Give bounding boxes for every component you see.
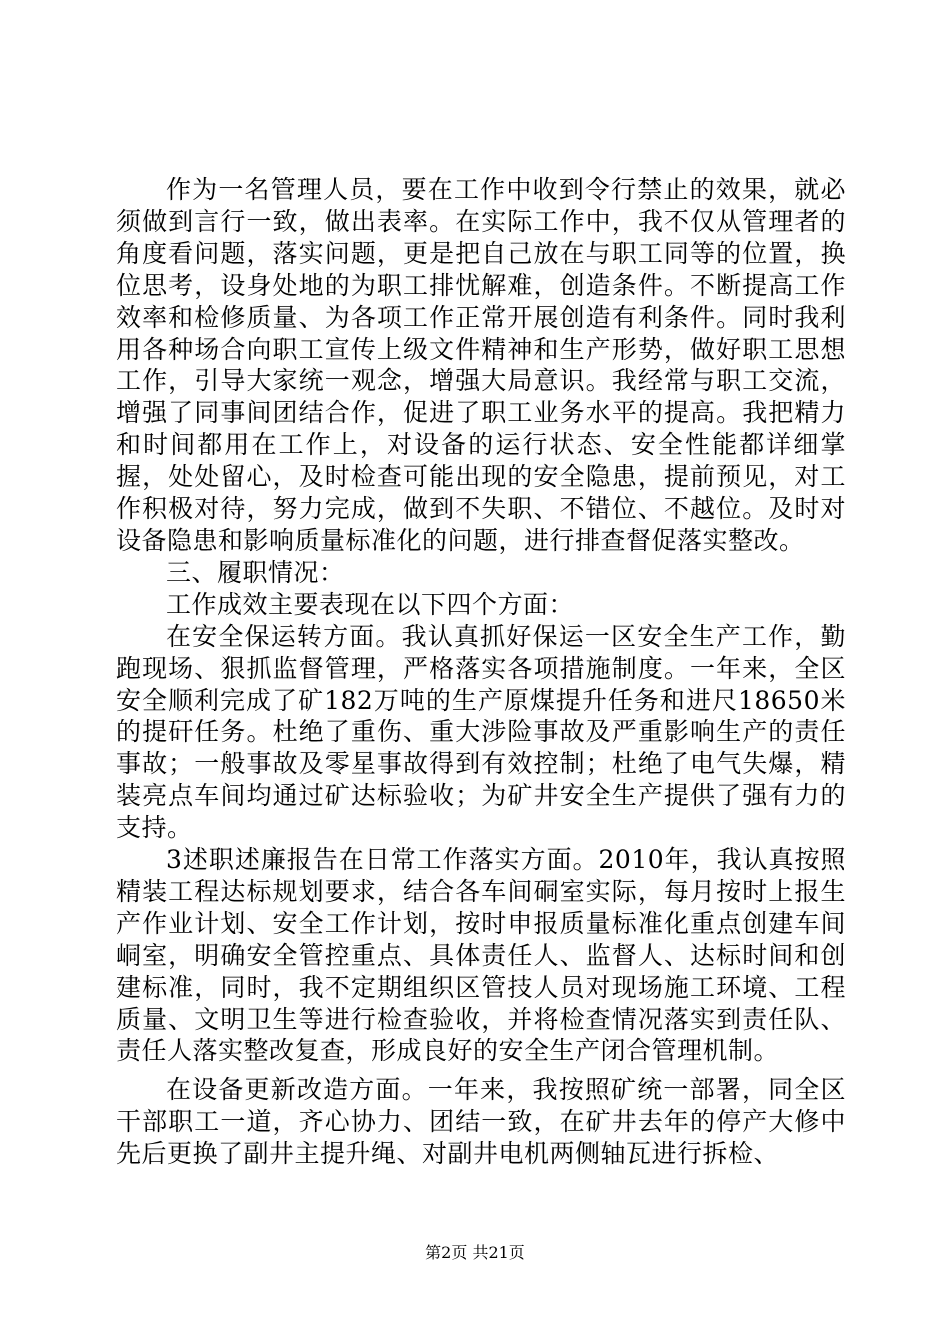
paragraph-intro-results: 工作成效主要表现在以下四个方面： xyxy=(166,589,575,619)
paragraph-conduct: 作为一名管理人员，要在工作中收到令行禁止的效果，就必须做到言行一致，做出表率。在实际工作中，我不仅从管理者的角度看问题，落实问题，更是把自己放在与职工同等的位置，换位思考，设身处地的为职工排忧解难，创造条件。不断提高工作效率和检修质量、为各项工作正常开展创造有利条件。同时我利用各种场合向职工宣传上级文件精神和生产形势，做好职工思想工作，引导大家统一观念，增强大局意识。我经常与职工交流，增强了同事间团结合作，促进了职工业务水平的提高。我把精力和时间都用在工作上，对设备的运行状态、安全性能都详细掌握，处处留心，及时检查可能出现的安全隐患，提前预见，对工作积极对待，努力完成，做到不失职、不错位、不越位。及时对设备隐患和影响质量标准化的问题，进行排查督促落实整改。 xyxy=(116,175,846,555)
page-footer: 第2页 共21页 xyxy=(425,1243,525,1262)
paragraph-daily-work: 3述职述廉报告在日常工作落实方面。2010年，我认真按照精装工程达标规划要求，结合各车间硐室实际，每月按时上报生产作业计划、安全工作计划，按时申报质量标准化重点创建车间峒室，明确安全管控重点、具体责任人、监督人、达标时间和创建标准，同时，我不定期组织区管技人员对现场施工环境、工程质量、文明卫生等进行检查验收，并将检查情况落实到责任队、责任人落实整改复查，形成良好的安全生产闭合管理机制。 xyxy=(116,845,846,1066)
paragraph-equipment: 在设备更新改造方面。一年来，我按照矿统一部署，同全区干部职工一道，齐心协力、团结一致，在矿井去年的停产大修中先后更换了副井主提升绳、对副井电机两侧轴瓦进行拆检、 xyxy=(116,1075,846,1169)
document-body xyxy=(116,174,846,1170)
paragraph-safety: 在安全保运转方面。我认真抓好保运一区安全生产工作，勤跑现场、狠抓监督管理，严格落实各项措施制度。一年来，全区安全顺利完成了矿182万吨的生产原煤提升任务和进尺18650米的提矸任务。杜绝了重伤、重大涉险事故及严重影响生产的责任事故；一般事故及零星事故得到有效控制；杜绝了电气失爆，精装亮点车间均通过矿达标验收；为矿井安全生产提供了强有力的支持。 xyxy=(116,621,846,843)
section-heading-duty: 三、履职情况： xyxy=(166,557,345,587)
